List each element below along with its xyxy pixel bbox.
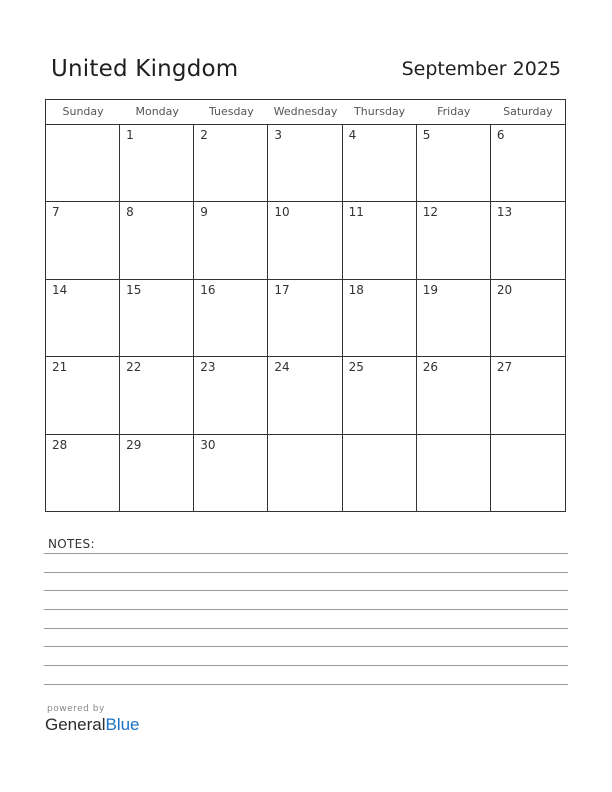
day-cell-27 — [491, 357, 565, 434]
day-cell-19 — [417, 280, 491, 357]
note-line — [44, 628, 568, 629]
day-cell-25 — [343, 357, 417, 434]
day-number: 15 — [126, 282, 142, 297]
weekday-thursday: Thursday — [354, 105, 406, 118]
country-title: United Kingdom — [51, 56, 239, 82]
day-number: 7 — [52, 205, 60, 220]
day-number: 18 — [348, 282, 364, 297]
day-number: 3 — [274, 128, 283, 142]
day-cell-11 — [343, 202, 417, 279]
day-number: 27 — [496, 360, 513, 375]
day-cell-empty — [268, 435, 342, 512]
days-grid — [46, 125, 565, 512]
day-number: 21 — [52, 360, 68, 375]
day-cell-12 — [417, 202, 491, 279]
day-number: 22 — [126, 360, 142, 375]
day-number: 10 — [274, 205, 290, 220]
day-number: 24 — [274, 360, 290, 375]
day-cell-16 — [194, 280, 268, 357]
generalblue-logo — [45, 704, 140, 735]
day-cell-21 — [46, 357, 120, 434]
day-cell-5 — [417, 125, 491, 202]
day-cell-22 — [120, 357, 194, 434]
day-number: 30 — [200, 437, 216, 452]
day-cell-empty — [46, 125, 120, 202]
day-cell-15 — [120, 280, 194, 357]
day-number: 28 — [52, 437, 68, 452]
weekday-header-row — [46, 100, 565, 125]
brand-general-text: General — [45, 715, 106, 734]
note-line — [44, 572, 568, 573]
day-number: 5 — [422, 128, 431, 142]
day-cell-9 — [194, 202, 268, 279]
day-number: 8 — [126, 205, 134, 220]
day-number: 23 — [200, 360, 216, 375]
weekday-monday: Monday — [135, 105, 179, 118]
day-cell-8 — [120, 202, 194, 279]
day-cell-2 — [194, 125, 268, 202]
weekday-sunday: Sunday — [62, 105, 104, 118]
note-line — [44, 665, 568, 666]
day-number: 4 — [348, 128, 357, 142]
day-number: 13 — [496, 205, 513, 220]
day-cell-30 — [194, 435, 268, 512]
day-cell-1 — [120, 125, 194, 202]
weekday-friday: Friday — [437, 105, 471, 118]
weekday-wednesday: Wednesday — [273, 105, 338, 118]
brand-blue-text: Blue — [105, 715, 140, 734]
day-number: 20 — [496, 282, 513, 297]
day-cell-26 — [417, 357, 491, 434]
note-line — [44, 609, 568, 610]
weekday-saturday: Saturday — [503, 105, 553, 118]
day-cell-24 — [268, 357, 342, 434]
day-number: 29 — [126, 437, 142, 452]
day-cell-28 — [46, 435, 120, 512]
calendar-grid — [45, 99, 566, 512]
day-cell-18 — [343, 280, 417, 357]
day-number: 26 — [422, 360, 438, 375]
day-number: 17 — [274, 282, 290, 297]
day-number: 9 — [200, 205, 208, 220]
day-number: 12 — [422, 205, 438, 220]
weekday-tuesday: Tuesday — [208, 105, 254, 118]
day-cell-10 — [268, 202, 342, 279]
day-number: 1 — [126, 128, 134, 142]
day-cell-29 — [120, 435, 194, 512]
day-number: 11 — [348, 205, 364, 220]
brand-name — [45, 715, 140, 735]
day-cell-7 — [46, 202, 120, 279]
note-line — [44, 590, 568, 591]
note-line — [44, 553, 568, 554]
day-number: 25 — [348, 360, 364, 375]
month-title: September 2025 — [401, 58, 561, 80]
day-cell-3 — [268, 125, 342, 202]
day-cell-empty — [343, 435, 417, 512]
day-cell-17 — [268, 280, 342, 357]
day-cell-14 — [46, 280, 120, 357]
notes-label: NOTES: — [48, 537, 95, 551]
day-number: 2 — [200, 128, 208, 142]
day-number: 14 — [52, 282, 68, 297]
day-cell-empty — [417, 435, 491, 512]
day-number: 6 — [496, 128, 505, 142]
day-cell-13 — [491, 202, 565, 279]
day-number: 16 — [200, 282, 216, 297]
day-cell-6 — [491, 125, 565, 202]
powered-by-text: powered by — [47, 704, 105, 714]
day-number: 19 — [422, 282, 438, 297]
day-cell-4 — [343, 125, 417, 202]
note-line — [44, 684, 568, 685]
day-cell-empty — [491, 435, 565, 512]
day-cell-23 — [194, 357, 268, 434]
note-line — [44, 646, 568, 647]
day-cell-20 — [491, 280, 565, 357]
